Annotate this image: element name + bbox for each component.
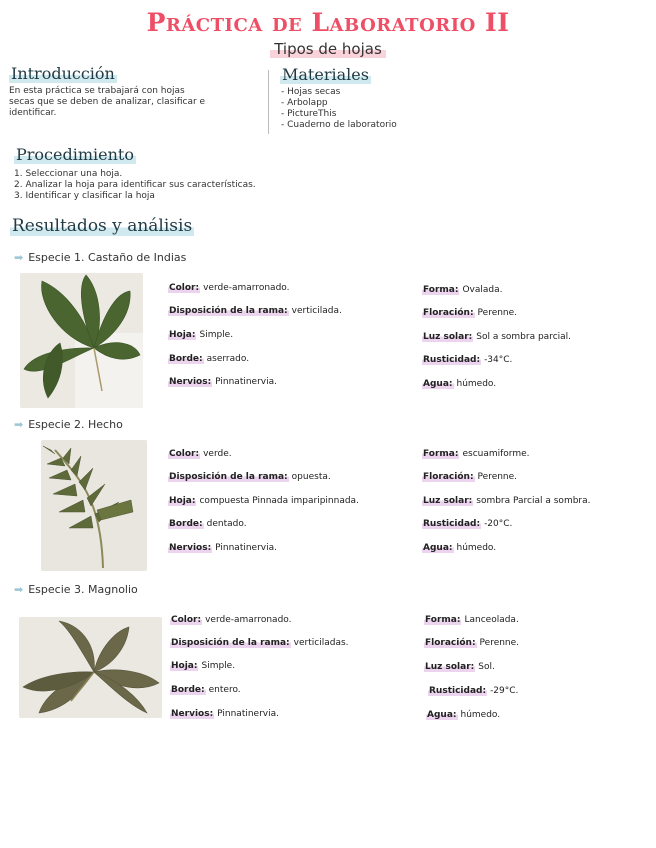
species-1-disposicion <box>168 306 342 316</box>
label-color: Color: <box>169 283 200 293</box>
arrow-right-icon: ➡ <box>14 583 24 596</box>
label-nervios: Nervios: <box>169 377 212 387</box>
species-1-name: Especie 1. Castaño de Indias <box>28 251 187 264</box>
label-agua: Agua: <box>423 543 453 553</box>
intro-heading <box>9 64 117 83</box>
label-disposicion: Disposición de la rama: <box>169 472 288 482</box>
species-2-rusticidad <box>422 519 512 529</box>
species-2-forma <box>422 449 530 459</box>
species-3-floracion <box>424 638 519 648</box>
species-3-name: Especie 3. Magnolio <box>28 583 138 596</box>
materials-item: - Hojas secas <box>281 87 341 97</box>
value-disposicion: verticilada. <box>291 306 342 316</box>
value-agua: húmedo. <box>456 379 497 389</box>
species-2-luz <box>422 496 591 506</box>
species-2-photo <box>41 440 147 571</box>
materials-heading <box>280 65 371 84</box>
value-disposicion: opuesta. <box>291 472 331 482</box>
species-1-floracion <box>422 308 517 318</box>
species-1-photo <box>20 273 143 408</box>
species-2-nervios <box>168 543 277 553</box>
label-rusticidad: Rusticidad: <box>423 355 481 365</box>
value-forma: Ovalada. <box>462 285 503 295</box>
species-1-agua <box>422 379 496 389</box>
label-hoja: Hoja: <box>171 661 198 671</box>
procedure-step: 1. Seleccionar una hoja. <box>14 169 123 179</box>
label-forma: Forma: <box>423 285 459 295</box>
species-3-forma <box>424 615 519 625</box>
value-luz: sombra Parcial a sombra. <box>476 496 591 506</box>
label-borde: Borde: <box>169 519 203 529</box>
label-rusticidad: Rusticidad: <box>423 519 481 529</box>
value-nervios: Pinnatinervia. <box>215 543 277 553</box>
label-color: Color: <box>169 449 200 459</box>
label-rusticidad: Rusticidad: <box>429 686 487 696</box>
species-1-title <box>14 251 186 264</box>
value-agua: húmedo. <box>456 543 497 553</box>
value-rusticidad: -20°C. <box>484 519 513 529</box>
label-forma: Forma: <box>423 449 459 459</box>
species-3-color <box>170 615 292 625</box>
label-borde: Borde: <box>171 685 205 695</box>
species-2-disposicion <box>168 472 331 482</box>
value-hoja: Simple. <box>201 661 236 671</box>
arrow-right-icon: ➡ <box>14 251 24 264</box>
species-1-borde <box>168 354 249 364</box>
species-3-disposicion <box>170 638 349 648</box>
value-floracion: Perenne. <box>479 638 520 648</box>
procedure-step: 3. Identificar y clasificar la hoja <box>14 191 155 201</box>
value-luz: Sol a sombra parcial. <box>476 332 572 342</box>
label-disposicion: Disposición de la rama: <box>171 638 290 648</box>
species-2-agua <box>422 543 496 553</box>
label-floracion: Floración: <box>423 308 474 318</box>
label-forma: Forma: <box>425 615 461 625</box>
arrow-right-icon: ➡ <box>14 418 24 431</box>
value-floracion: Perenne. <box>477 308 518 318</box>
value-forma: Lanceolada. <box>464 615 519 625</box>
value-color: verde-amarronado. <box>203 283 290 293</box>
species-3-photo <box>19 617 162 718</box>
intro-heading-text: Introducción <box>11 64 115 83</box>
label-luz: Luz solar: <box>423 496 473 506</box>
value-color: verde-amarronado. <box>205 615 292 625</box>
magnolia-leaf-image <box>19 617 162 718</box>
species-1-luz <box>422 332 571 342</box>
materials-item: - Arbolapp <box>281 98 328 108</box>
procedure-step: 2. Analizar la hoja para identificar sus características. <box>14 180 256 190</box>
species-3-luz <box>424 662 495 672</box>
procedure-heading <box>14 145 136 164</box>
label-luz: Luz solar: <box>423 332 473 342</box>
materials-heading-text: Materiales <box>282 65 369 84</box>
label-agua: Agua: <box>423 379 453 389</box>
label-floracion: Floración: <box>425 638 476 648</box>
results-heading-text: Resultados y análisis <box>12 216 193 236</box>
value-color: verde. <box>203 449 232 459</box>
subtitle-text: Tipos de hojas <box>270 40 386 58</box>
label-floracion: Floración: <box>423 472 474 482</box>
value-disposicion: verticiladas. <box>293 638 349 648</box>
label-nervios: Nervios: <box>169 543 212 553</box>
value-luz: Sol. <box>478 662 495 672</box>
label-hoja: Hoja: <box>169 330 196 340</box>
species-3-nervios <box>170 709 279 719</box>
species-1-color <box>168 283 290 293</box>
label-hoja: Hoja: <box>169 496 196 506</box>
page-title: Práctica de Laboratorio II <box>146 8 510 37</box>
species-1-nervios <box>168 377 277 387</box>
value-borde: dentado. <box>206 519 247 529</box>
species-3-title <box>14 583 138 596</box>
species-2-borde <box>168 519 247 529</box>
species-2-title <box>14 418 123 431</box>
label-agua: Agua: <box>427 710 457 720</box>
label-luz: Luz solar: <box>425 662 475 672</box>
materials-list <box>281 87 397 131</box>
species-2-floracion <box>422 472 517 482</box>
intro-text <box>9 86 264 119</box>
intro-line: En esta práctica se trabajará con hojas <box>9 86 185 96</box>
species-2-color <box>168 449 232 459</box>
results-heading <box>10 216 194 236</box>
value-borde: entero. <box>208 685 241 695</box>
label-nervios: Nervios: <box>171 709 214 719</box>
species-3-hoja <box>170 661 235 671</box>
value-rusticidad: -29°C. <box>490 686 519 696</box>
species-1-forma <box>422 285 503 295</box>
species-1-hoja <box>168 330 233 340</box>
value-floracion: Perenne. <box>477 472 518 482</box>
value-nervios: Pinnatinervia. <box>217 709 279 719</box>
label-borde: Borde: <box>169 354 203 364</box>
species-3-agua <box>426 710 500 720</box>
materials-item: - PictureThis <box>281 109 337 119</box>
species-3-rusticidad <box>428 686 518 696</box>
column-divider <box>268 70 269 134</box>
label-disposicion: Disposición de la rama: <box>169 306 288 316</box>
horse-chestnut-leaf-image <box>20 273 143 408</box>
value-nervios: Pinnatinervia. <box>215 377 277 387</box>
intro-line: identificar. <box>9 108 57 118</box>
page-subtitle <box>0 40 656 58</box>
procedure-heading-text: Procedimiento <box>16 145 134 164</box>
materials-item: - Cuaderno de laboratorio <box>281 120 397 130</box>
value-forma: escuamiforme. <box>462 449 530 459</box>
species-2-name: Especie 2. Hecho <box>28 418 123 431</box>
species-2-hoja <box>168 496 359 506</box>
value-hoja: compuesta Pinnada imparipinnada. <box>199 496 359 506</box>
species-3-borde <box>170 685 241 695</box>
intro-line: secas que se deben de analizar, clasificar e <box>9 97 206 107</box>
value-hoja: Simple. <box>199 330 234 340</box>
value-agua: húmedo. <box>460 710 501 720</box>
procedure-steps <box>14 169 256 202</box>
value-rusticidad: -34°C. <box>484 355 513 365</box>
species-1-rusticidad <box>422 355 512 365</box>
value-borde: aserrado. <box>206 354 250 364</box>
ash-leaf-image <box>41 440 147 571</box>
label-color: Color: <box>171 615 202 625</box>
